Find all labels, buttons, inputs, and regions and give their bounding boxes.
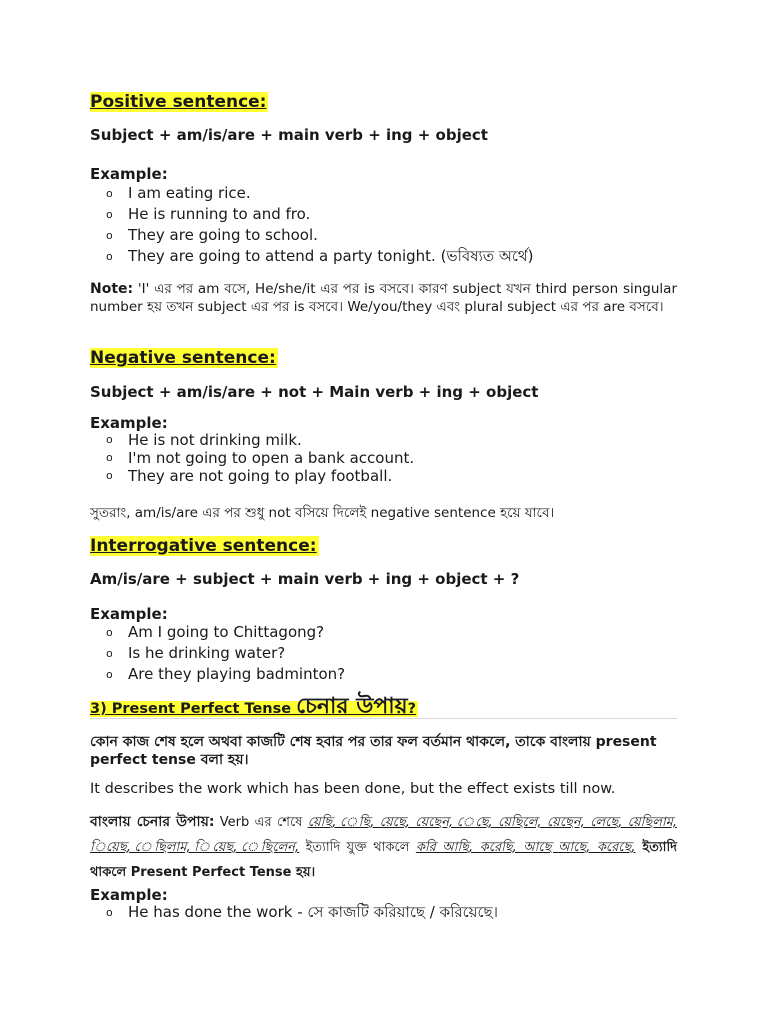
bullet-icon: o: [106, 626, 113, 639]
list-item: o I am eating rice.: [106, 184, 251, 202]
perfect-heading: 3) Present Perfect Tense চেনার উপায়?: [90, 694, 417, 719]
bullet-icon: o: [106, 647, 113, 660]
negative-example-list: [90, 431, 414, 485]
bullet-icon: o: [106, 906, 113, 919]
interrogative-formula: Am/is/are + subject + main verb + ing + object + ?: [90, 570, 520, 588]
positive-note: Note: 'I' এর পর am বসে, He/she/it এর পর is বসবে। কারণ subject যখন third person singular number হয় তখন subject এর পর is বসবে। We/you/they এবং plural subject এর পর are বসবে।: [90, 281, 677, 315]
list-item: o They are not going to play football.: [106, 467, 393, 485]
list-item: o He is running to and fro.: [106, 205, 311, 223]
perfect-example-list: [90, 902, 498, 923]
bullet-icon: o: [106, 451, 113, 464]
list-item: o They are going to attend a party tonight. (ভবিষ্যত অর্থে): [106, 247, 534, 265]
list-item: o He is not drinking milk.: [106, 431, 302, 449]
perfect-example-label: Example:: [90, 886, 168, 904]
negative-heading: Negative sentence:: [90, 348, 276, 368]
list-item: o I'm not going to open a bank account.: [106, 449, 415, 467]
perfect-english-definition: It describes the work which has been done, but the effect exists till now.: [90, 781, 616, 797]
bullet-icon: o: [106, 229, 113, 242]
list-item: o Is he drinking water?: [106, 644, 286, 662]
bullet-icon: o: [106, 433, 113, 446]
perfect-recognition: বাংলায় চেনার উপায়: Verb এর শেষে য়েছি, েছি, য়েছে, য়েছেন, েছে, য়েছিলে, য়েছেন, লেছে, য়েছিলাম, িয়েছ, েছিলাম, িয়েছ, েছিলেন, ইত্যাদি যুক্ত থাকলে করি আছি, করেছি, আছে আছে, করেছে, ইত্যাদি থাকলে Present Perfect Tense হয়।: [90, 814, 678, 880]
list-item: o They are going to school.: [106, 226, 318, 244]
positive-heading: Positive sentence:: [90, 92, 267, 112]
negative-note: সুতরাং, am/is/are এর পর শুধু not বসিয়ে দিলেই negative sentence হয়ে যাবে।: [90, 505, 555, 521]
bullet-icon: o: [106, 469, 113, 482]
section-divider: [90, 718, 677, 719]
list-item: o Are they playing badminton?: [106, 665, 346, 683]
bullet-icon: o: [106, 187, 113, 200]
bullet-icon: o: [106, 208, 113, 221]
list-item: o He has done the work - সে কাজটি করিয়াছে / করিয়েছে।: [106, 903, 498, 921]
interrogative-example-label: Example:: [90, 605, 168, 623]
interrogative-example-list: [90, 622, 345, 685]
positive-example-label: Example:: [90, 165, 168, 183]
perfect-bangla-definition: কোন কাজ শেষ হলে অথবা কাজটি শেষ হবার পর তার ফল বর্তমান থাকলে, তাকে বাংলায় present perfect tense বলা হয়।: [90, 734, 657, 768]
bullet-icon: o: [106, 250, 113, 263]
negative-example-label: Example:: [90, 414, 168, 432]
negative-formula: Subject + am/is/are + not + Main verb + ing + object: [90, 383, 539, 401]
positive-example-list: [90, 183, 533, 267]
list-item: o Am I going to Chittagong?: [106, 623, 325, 641]
positive-formula: Subject + am/is/are + main verb + ing + object: [90, 126, 488, 144]
interrogative-heading: Interrogative sentence:: [90, 536, 317, 556]
bullet-icon: o: [106, 668, 113, 681]
